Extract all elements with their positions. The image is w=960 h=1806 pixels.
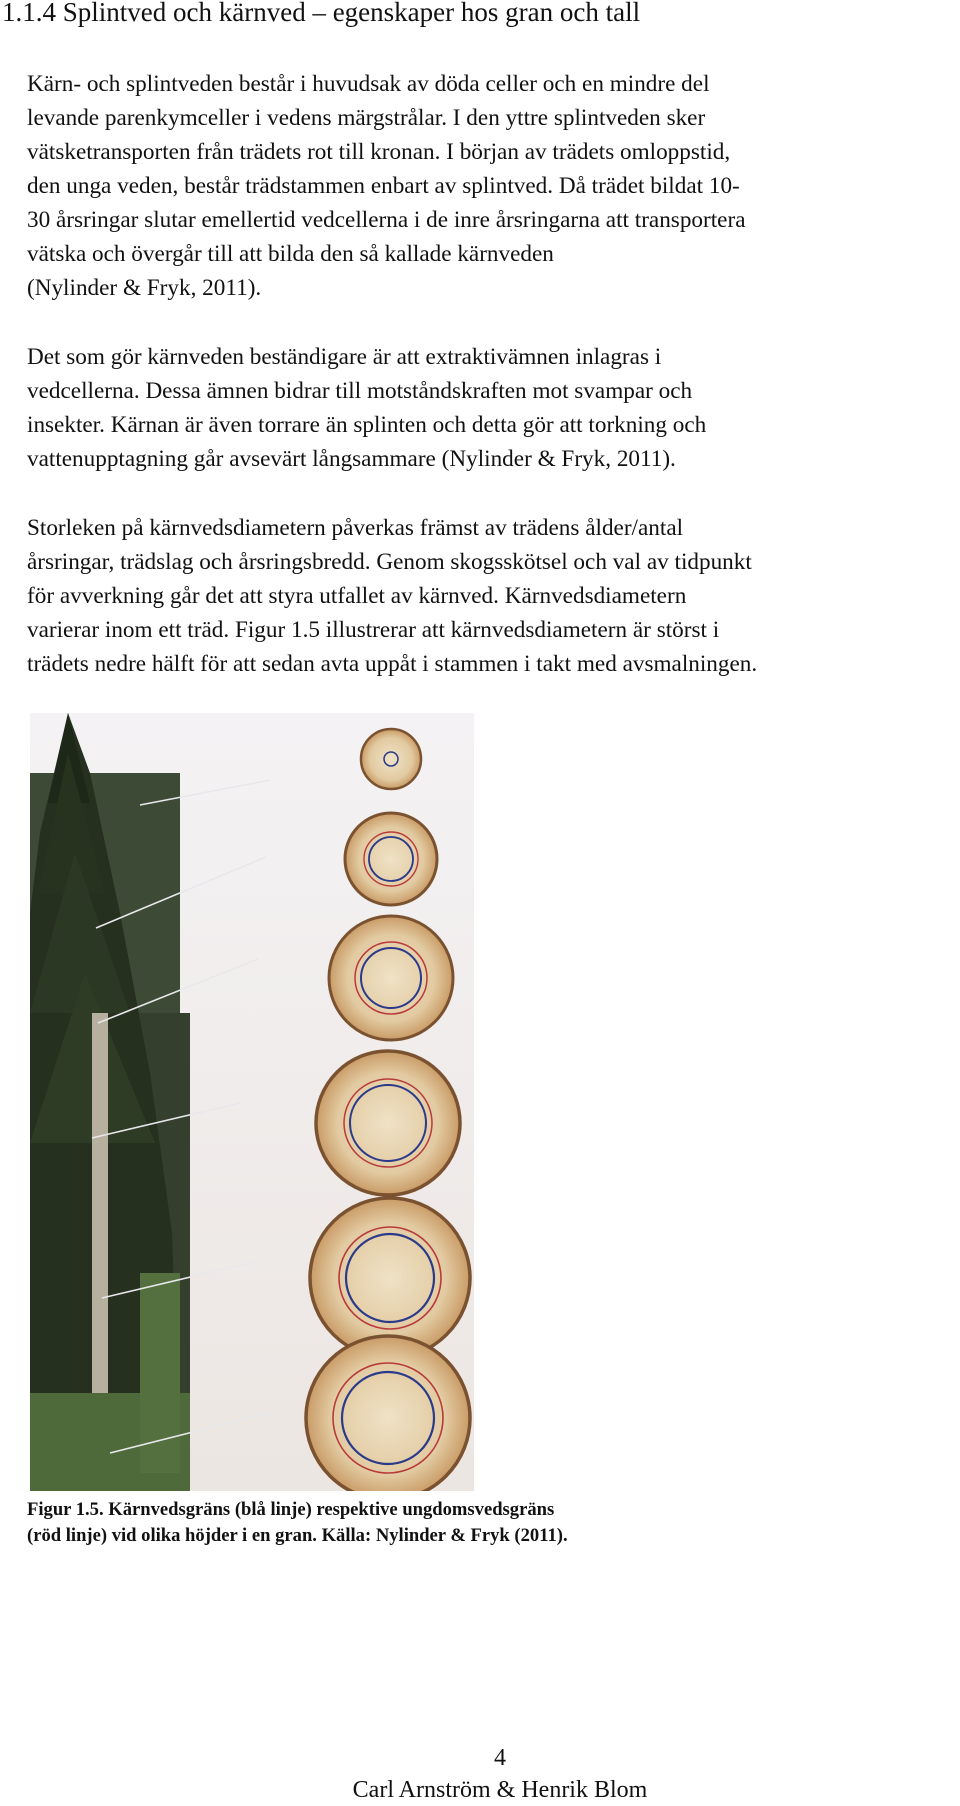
footer-authors: Carl Arnström & Henrik Blom: [352, 1777, 648, 1803]
caption-line: Figur 1.5. Kärnvedsgräns (blå linje) respektive ungdomsvedsgräns: [27, 1499, 555, 1520]
caption-line: (röd linje) vid olika höjder i en gran. Källa: Nylinder & Fryk (2011).: [27, 1525, 568, 1546]
cross-section-5: [310, 1198, 470, 1358]
text-line: 30 årsringar slutar emellertid vedcellerna i de inre årsringarna att transportera: [27, 207, 746, 233]
text-line: vätska och övergår till att bilda den så kallade kärnveden: [27, 241, 554, 267]
text-line: insekter. Kärnan är även torrare än splinten och detta gör att torkning och: [27, 412, 707, 438]
cross-section-2: [345, 813, 437, 905]
text-line: Kärn- och splintveden består i huvudsak av döda celler och en mindre del: [27, 71, 710, 97]
text-line: (Nylinder & Fryk, 2011).: [27, 275, 262, 301]
text-line: Storleken på kärnvedsdiametern påverkas främst av trädens ålder/antal: [27, 515, 684, 541]
section-heading: 1.1.4 Splintved och kärnved – egenskaper hos gran och tall: [2, 0, 641, 27]
spruce-tree-photo: [30, 713, 190, 1491]
text-line: för avverkning går det att styra utfallet av kärnved. Kärnvedsdiametern: [27, 583, 687, 609]
text-line: levande parenkymceller i vedens märgstrålar. I den yttre splintveden sker: [27, 105, 706, 131]
cross-section-1: [361, 729, 421, 789]
text-line: vätsketransporten från trädets rot till kronan. I början av trädets omloppstid,: [27, 139, 731, 165]
text-line: årsringar, trädslag och årsringsbredd. Genom skogsskötsel och val av tidpunkt: [27, 549, 752, 575]
text-line: Det som gör kärnveden beständigare är att extraktivämnen inlagras i: [27, 344, 662, 370]
text-line: den unga veden, består trädstammen enbart av splintved. Då trädet bildat 10-: [27, 173, 740, 199]
page-number: 4: [494, 1745, 506, 1771]
paragraph-2: [27, 340, 957, 476]
text-line: vattenupptagning går avsevärt långsammare (Nylinder & Fryk, 2011).: [27, 446, 676, 472]
figure-caption: [27, 1497, 568, 1549]
text-line: vedcellerna. Dessa ämnen bidrar till motståndskraften mot svampar och: [27, 378, 693, 404]
cross-section-6: [306, 1336, 470, 1491]
spruce-cross-section-figure: [30, 713, 474, 1491]
text-line: trädets nedre hälft för att sedan avta uppåt i stammen i takt med avsmalningen.: [27, 651, 758, 677]
cross-section-4: [316, 1051, 460, 1195]
paragraph-1: [27, 67, 957, 305]
text-line: varierar inom ett träd. Figur 1.5 illustrerar att kärnvedsdiametern är störst i: [27, 617, 720, 643]
cross-section-3: [329, 916, 453, 1040]
paragraph-3: [27, 511, 957, 681]
